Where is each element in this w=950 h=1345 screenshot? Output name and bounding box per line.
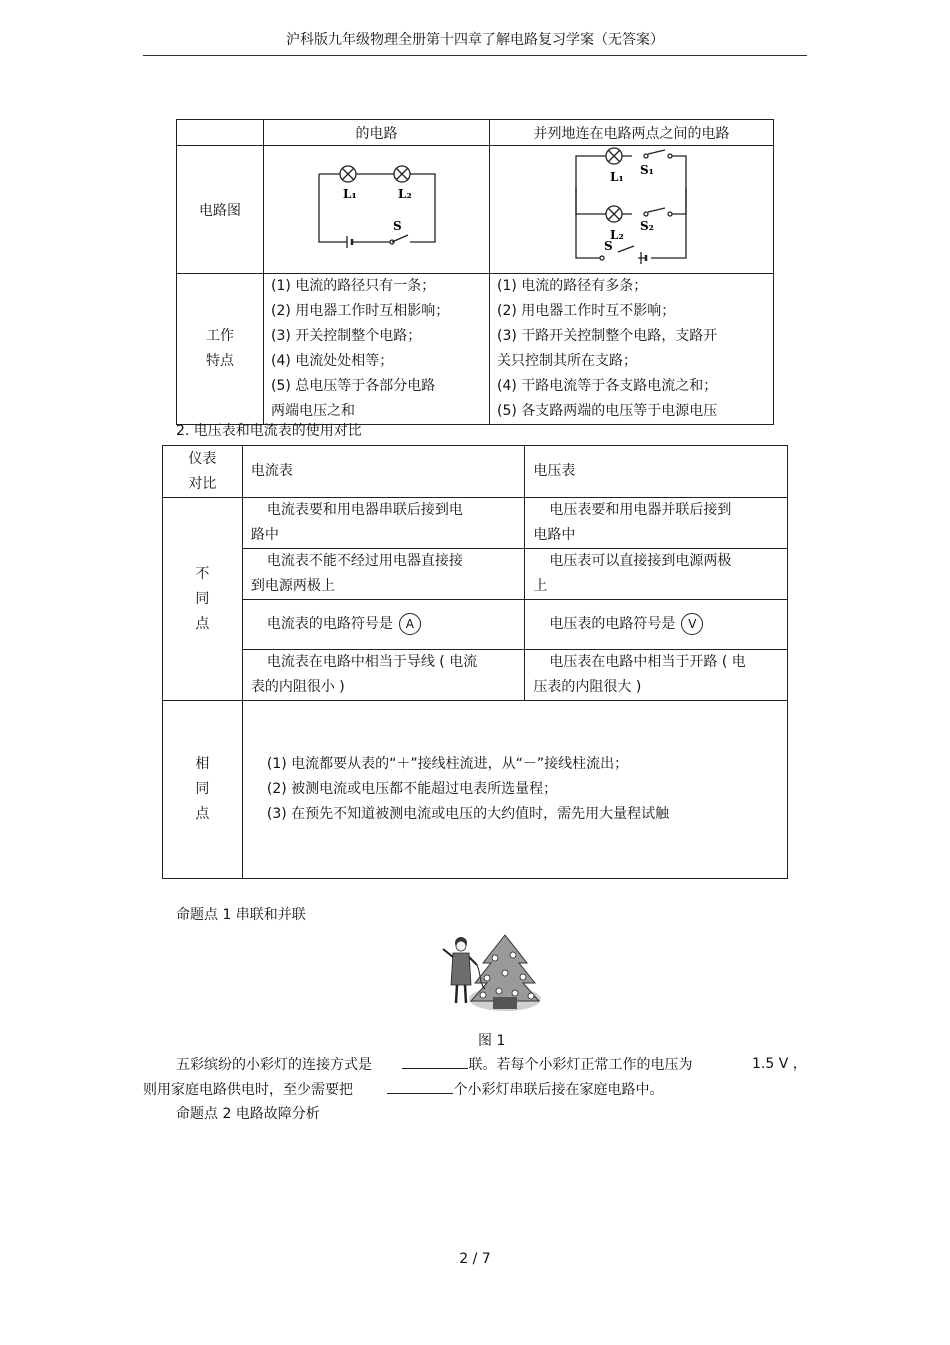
similarity-cell xyxy=(242,701,787,879)
voltmeter-diff-cell xyxy=(525,498,788,549)
parallel-switch1-label: S₁ xyxy=(640,163,654,177)
ammeter-diff-cell xyxy=(242,549,525,600)
parallel-circuit-diagram xyxy=(490,146,773,269)
series-lamp1-label: L₁ xyxy=(343,187,357,201)
ammeter-diff-cell xyxy=(242,650,525,701)
similarity-item: (2) 被测电流或电压都不能超过电表所选量程； xyxy=(266,781,558,797)
answer-blank[interactable] xyxy=(387,1079,453,1094)
ammeter-diff-text: 路中 xyxy=(250,527,279,543)
series-lamp2-label: L₂ xyxy=(398,187,412,201)
page-number: 2 / 7 xyxy=(459,1251,491,1267)
parallel-feature: 关只控制其所在支路； xyxy=(497,353,637,369)
diagram-row-label: 电路图 xyxy=(177,146,264,274)
question-text: 则用家庭电路供电时，至少需要把 xyxy=(143,1082,353,1098)
difference-label xyxy=(163,498,243,701)
table2-corner-cell xyxy=(163,446,243,498)
voltmeter-symbol-icon: V xyxy=(681,613,703,635)
similarity-item: (3) 在预先不知道被测电流或电压的大约值时，需先用大量程试触 xyxy=(266,806,670,822)
ammeter-diff-text: 电流表在电路中相当于导线 ( 电流 xyxy=(266,654,478,670)
question-text: 联。若每个小彩灯正常工作的电压为 xyxy=(468,1057,693,1073)
parallel-switch2-label: S₂ xyxy=(640,219,654,233)
voltmeter-symbol-cell xyxy=(525,600,788,650)
table1-corner-cell xyxy=(177,120,264,146)
section2-title: 2. 电压表和电流表的使用对比 xyxy=(176,423,362,439)
series-switch-label: S xyxy=(393,219,402,233)
same-char: 同 xyxy=(195,781,210,797)
series-circuit-heading: 的电路 xyxy=(264,120,490,146)
voltmeter-diff-text: 电压表可以直接接到电源两极 xyxy=(549,553,732,569)
series-features-cell xyxy=(264,274,490,425)
parallel-circuit-cell xyxy=(490,146,774,274)
corner-label-line1: 仪表 xyxy=(188,450,217,467)
parallel-feature: (4) 干路电流等于各支路电流之和； xyxy=(497,378,718,394)
parallel-circuit-heading: 并列地连在电路两点之间的电路 xyxy=(490,120,774,146)
topic1-heading: 命题点 1 串联和并联 xyxy=(176,907,306,923)
similarity-item: (1) 电流都要从表的“＋”接线柱流进，从“－”接线柱流出； xyxy=(266,756,629,772)
voltmeter-diff-cell xyxy=(525,650,788,701)
parallel-main-switch-label: S xyxy=(604,239,613,253)
voltmeter-column-header: 电压表 xyxy=(525,446,788,498)
series-feature: (1) 电流的路径只有一条； xyxy=(271,278,436,294)
question-text: 五彩缤纷的小彩灯的连接方式是 xyxy=(176,1057,372,1073)
parallel-feature: (5) 各支路两端的电压等于电源电压 xyxy=(497,403,718,419)
ammeter-diff-text: 电流表要和用电器串联后接到电 xyxy=(266,502,463,518)
question-line2 xyxy=(143,1079,663,1100)
diff-char: 同 xyxy=(195,590,210,607)
same-char: 相 xyxy=(195,756,210,772)
ammeter-symbol-text: 电流表的电路符号是 xyxy=(266,616,393,632)
similarity-label xyxy=(163,701,243,879)
features-label-line2: 特点 xyxy=(206,353,234,369)
parallel-features-cell xyxy=(490,274,774,425)
figure1-caption: 图 1 xyxy=(478,1033,506,1049)
ammeter-diff-text: 电流表不能不经过用电器直接接 xyxy=(266,553,463,569)
series-feature: (3) 开关控制整个电路； xyxy=(271,328,422,344)
features-label-line1: 工作 xyxy=(206,328,234,344)
series-circuit-diagram xyxy=(264,146,489,269)
voltmeter-diff-text: 压表的内阻很大 ) xyxy=(533,679,642,695)
parallel-lamp2-label: L₂ xyxy=(610,228,624,242)
question-line1 xyxy=(176,1054,692,1075)
parallel-feature: (2) 用电器工作时互不影响； xyxy=(497,303,676,319)
voltmeter-diff-text: 电压表在电路中相当于开路 ( 电 xyxy=(549,654,746,670)
voltmeter-diff-text: 上 xyxy=(533,578,548,594)
voltmeter-symbol-text: 电压表的电路符号是 xyxy=(549,616,676,632)
meter-comparison-table xyxy=(162,445,788,879)
question-text: 个小彩灯串联后接在家庭电路中。 xyxy=(453,1082,664,1098)
voltmeter-diff-text: 电路中 xyxy=(533,527,576,543)
voltmeter-diff-text: 电压表要和用电器并联后接到 xyxy=(549,502,732,518)
features-row-label xyxy=(177,274,264,425)
series-circuit-cell xyxy=(264,146,490,274)
parallel-lamp1-label: L₁ xyxy=(610,170,624,184)
same-char: 点 xyxy=(195,806,210,822)
ammeter-symbol-icon: A xyxy=(399,613,421,635)
ammeter-column-header: 电流表 xyxy=(242,446,525,498)
series-feature: (2) 用电器工作时互相影响； xyxy=(271,303,450,319)
header-rule xyxy=(143,55,807,56)
circuit-comparison-table xyxy=(176,119,774,425)
voltmeter-diff-cell xyxy=(525,549,788,600)
page-header: 沪科版九年级物理全册第十四章了解电路复习学案（无答案） xyxy=(286,32,664,48)
diff-char: 不 xyxy=(195,565,210,582)
ammeter-diff-text: 到电源两极上 xyxy=(250,578,335,594)
diff-char: 点 xyxy=(195,615,210,632)
series-feature: (4) 电流处处相等； xyxy=(271,353,394,369)
series-feature: 两端电压之和 xyxy=(271,403,355,419)
parallel-feature: (1) 电流的路径有多条； xyxy=(497,278,648,294)
corner-label-line2: 对比 xyxy=(188,475,217,492)
ammeter-symbol-cell xyxy=(242,600,525,650)
series-feature: (5) 总电压等于各部分电路 xyxy=(271,378,436,394)
figure1-illustration xyxy=(435,933,543,1013)
answer-blank[interactable] xyxy=(402,1054,468,1069)
ammeter-diff-text: 表的内阻很小 ) xyxy=(250,679,345,695)
question-voltage: 1.5 V ， xyxy=(752,1056,807,1072)
ammeter-diff-cell xyxy=(242,498,525,549)
parallel-feature: (3) 干路开关控制整个电路，支路开 xyxy=(497,328,718,344)
topic2-heading: 命题点 2 电路故障分析 xyxy=(176,1106,320,1122)
